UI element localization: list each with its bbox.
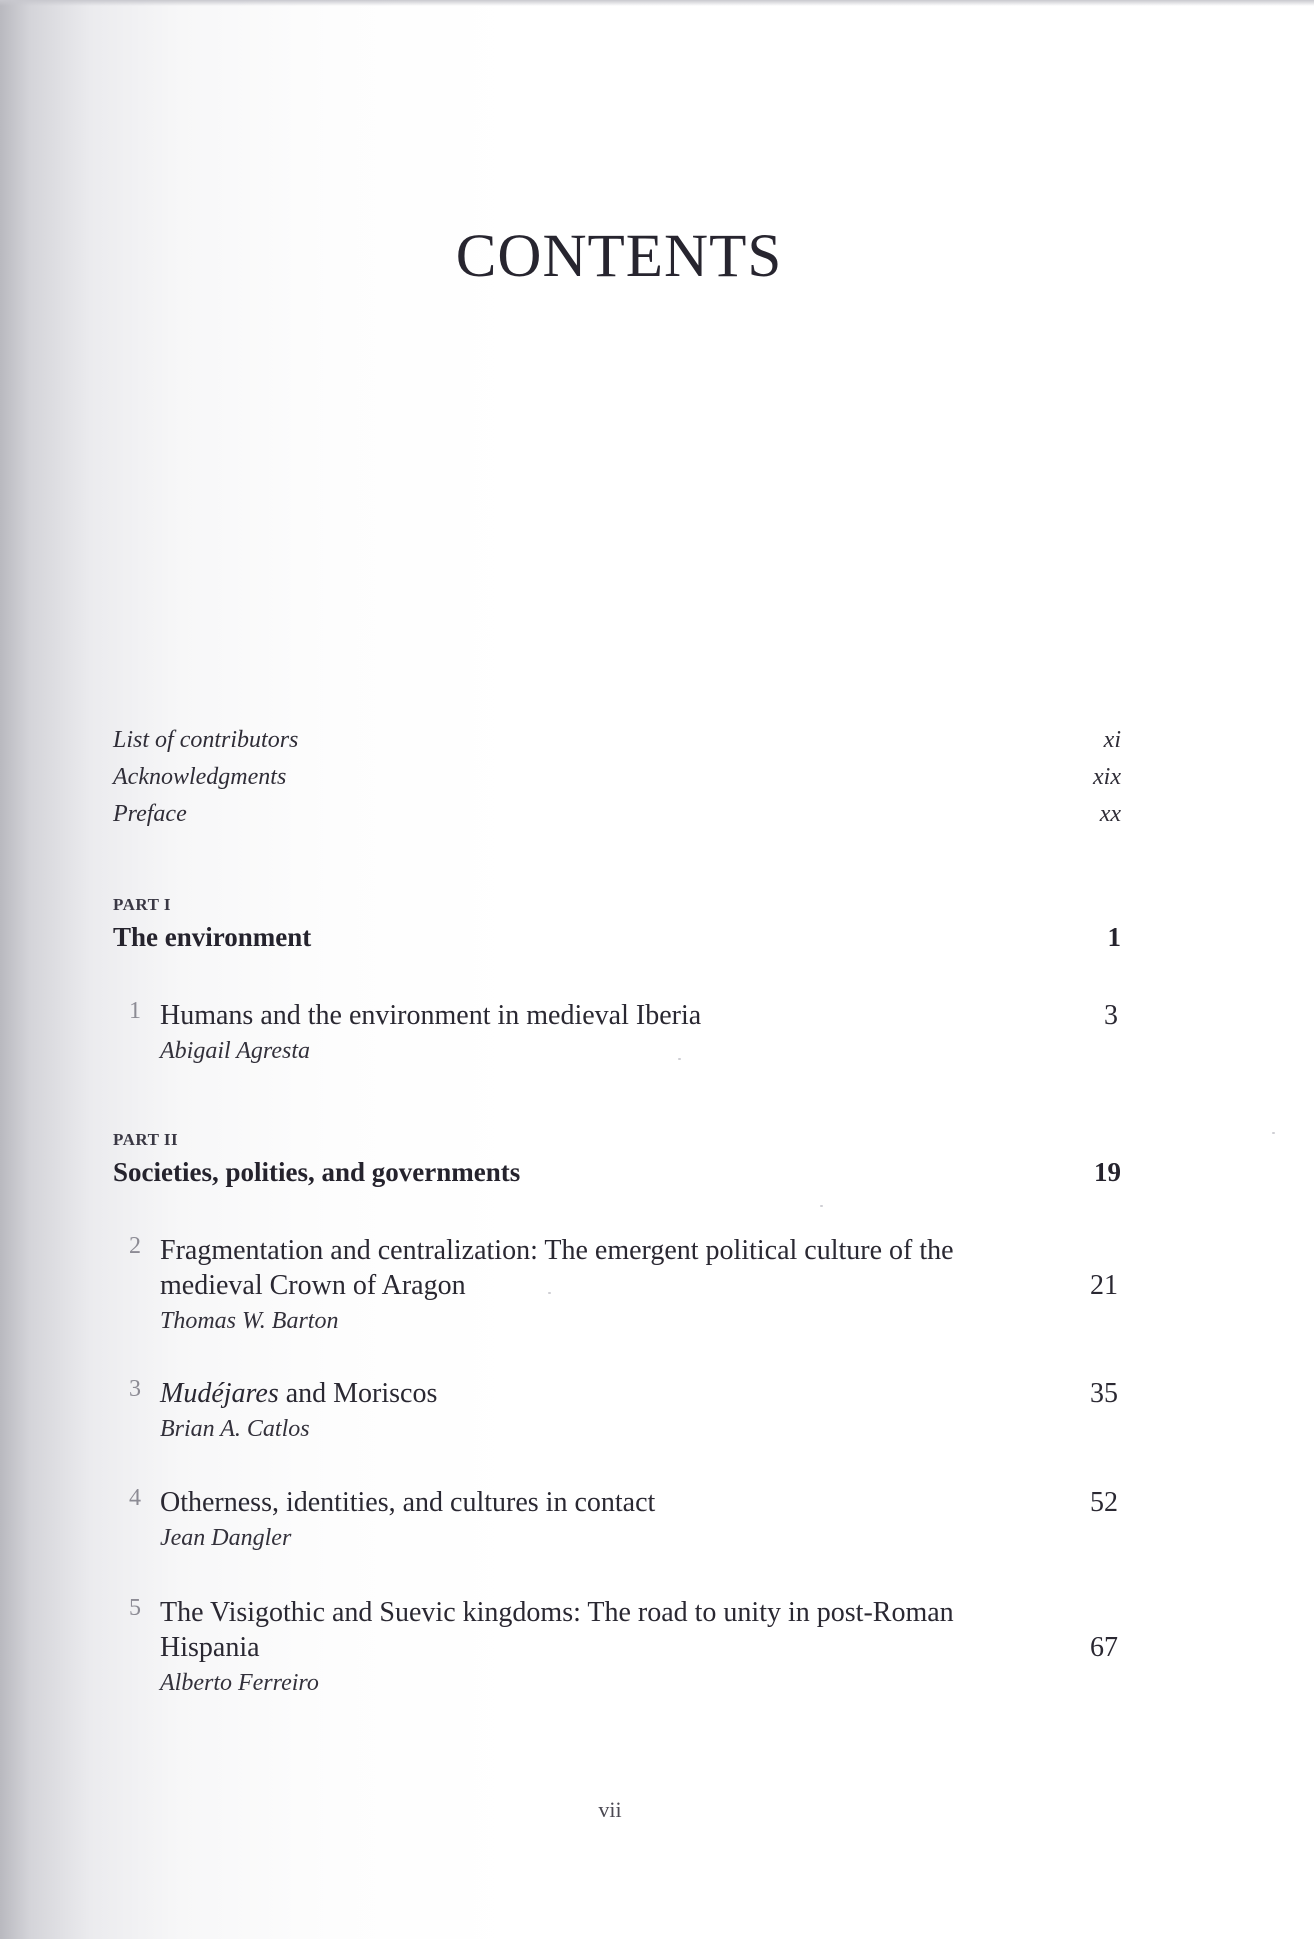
chapter-number: 2 bbox=[129, 1233, 141, 1259]
chapter-number: 5 bbox=[129, 1595, 141, 1621]
chapter-page: 35 bbox=[1090, 1378, 1118, 1409]
chapter-page: 3 bbox=[1104, 1000, 1118, 1031]
toc-chapter-5[interactable] bbox=[113, 1595, 1125, 1701]
chapter-author: Abigail Agresta bbox=[160, 1038, 310, 1064]
part-heading-environment[interactable] bbox=[113, 922, 1125, 953]
part-page: 19 bbox=[1094, 1157, 1121, 1187]
toc-entry-contributors[interactable] bbox=[113, 727, 1125, 764]
chapter-title: Otherness, identities, and cultures in contact bbox=[160, 1487, 656, 1518]
entry-title: List of contributors bbox=[113, 727, 299, 753]
part-title: Societies, polities, and governments bbox=[113, 1157, 521, 1187]
paper-speck bbox=[678, 1058, 681, 1060]
chapter-author: Jean Dangler bbox=[160, 1525, 292, 1551]
entry-page: xx bbox=[1099, 801, 1121, 827]
chapter-title-line: medieval Crown of Aragon bbox=[160, 1270, 466, 1301]
chapter-title-line: Hispania bbox=[160, 1632, 260, 1663]
chapter-title-italic: Mudéjares bbox=[160, 1378, 279, 1409]
paper-speck bbox=[1272, 1132, 1275, 1134]
part-page: 1 bbox=[1107, 922, 1121, 952]
chapter-author: Thomas W. Barton bbox=[160, 1308, 339, 1334]
paper-speck bbox=[548, 1292, 551, 1294]
entry-page: xi bbox=[1103, 727, 1121, 753]
toc-chapter-4[interactable] bbox=[113, 1485, 1125, 1556]
chapter-number: 1 bbox=[129, 998, 141, 1024]
chapter-title bbox=[160, 1595, 1035, 1665]
chapter-title-line: The Visigothic and Suevic kingdoms: The road to unity in post-Roman bbox=[160, 1597, 954, 1628]
toc-chapter-3[interactable] bbox=[113, 1376, 1125, 1447]
part-label: PART II bbox=[113, 1130, 179, 1149]
entry-page: xix bbox=[1093, 764, 1121, 790]
paper-speck bbox=[820, 1205, 823, 1207]
chapter-title bbox=[160, 1233, 1035, 1303]
chapter-author: Brian A. Catlos bbox=[160, 1416, 310, 1442]
toc-chapter-1[interactable] bbox=[113, 998, 1125, 1069]
toc-entry-acknowledgments[interactable] bbox=[113, 764, 1125, 801]
entry-title: Acknowledgments bbox=[113, 764, 287, 790]
entry-title: Preface bbox=[113, 801, 187, 827]
chapter-number: 4 bbox=[129, 1485, 141, 1511]
part-heading-societies[interactable] bbox=[113, 1157, 1125, 1188]
chapter-title-line: Fragmentation and centralization: The emergent political culture of the bbox=[160, 1235, 954, 1266]
chapter-title-rest: and Moriscos bbox=[278, 1378, 438, 1409]
toc-entry-preface[interactable] bbox=[113, 801, 1125, 838]
chapter-page: 67 bbox=[1090, 1632, 1118, 1663]
chapter-title bbox=[160, 1376, 1035, 1411]
chapter-number: 3 bbox=[129, 1376, 141, 1402]
chapter-page: 21 bbox=[1090, 1270, 1118, 1301]
part-title: The environment bbox=[113, 922, 312, 952]
chapter-author: Alberto Ferreiro bbox=[160, 1670, 319, 1696]
part-label: PART I bbox=[113, 895, 171, 914]
chapter-page: 52 bbox=[1090, 1487, 1118, 1518]
page-title: CONTENTS bbox=[455, 223, 783, 290]
chapter-title: Humans and the environment in medieval Iberia bbox=[160, 1000, 702, 1031]
toc-chapter-2[interactable] bbox=[113, 1233, 1125, 1339]
page-number: vii bbox=[598, 1797, 622, 1822]
